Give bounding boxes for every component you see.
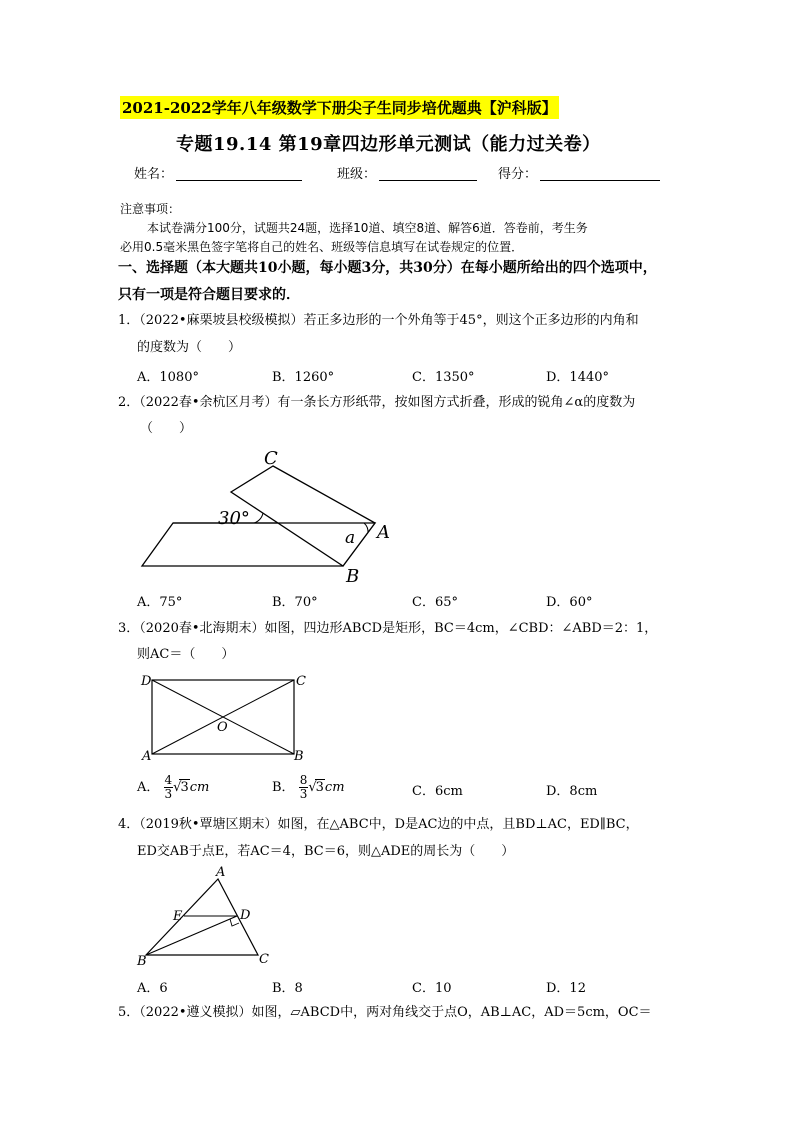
page-title: 专题19.14 第19章四边形单元测试（能力过关卷） [176, 134, 601, 155]
angle-arc-30 [254, 513, 263, 523]
score-label: 得分： [498, 167, 538, 182]
q3-option-a[interactable]: A． $\frac{4}{3}$ √3cm [137, 773, 210, 801]
class-label: 班级： [337, 167, 377, 182]
q3-figure [138, 670, 308, 765]
section-heading-2: 只有一项是符合题目要求的． [118, 287, 300, 303]
label-a: A [142, 749, 152, 764]
q2-option-a[interactable]: A．75° [137, 595, 183, 610]
q2-option-c[interactable]: C．65° [412, 595, 458, 610]
q3-option-a-radicand: 3 [180, 780, 189, 795]
label-30deg: 30° [218, 508, 250, 529]
q3-option-b-fraction [299, 774, 309, 801]
q1-option-b[interactable]: B．1260° [272, 370, 335, 385]
strip-folded [231, 466, 375, 566]
right-angle-mark [230, 919, 239, 926]
q3-option-b[interactable]: B． $\frac{8}{3}$ √3cm [272, 773, 345, 801]
q4-option-a[interactable]: A．6 [137, 981, 168, 996]
label-c: C [264, 448, 278, 469]
q3-option-d[interactable]: D．8cm [546, 784, 598, 799]
q2-option-d[interactable]: D．60° [546, 595, 593, 610]
label-d: D [141, 674, 152, 689]
q3-option-b-denominator: 3 [299, 787, 308, 801]
q2-line-1: 2．（2022春•余杭区月考）有一条长方形纸带，按如图方式折叠，形成的锐角∠α的度数为 [118, 395, 636, 410]
q3-option-a-fraction [164, 774, 174, 801]
q3-option-a-prefix: A． [137, 780, 160, 795]
notice-heading: 注意事项： [120, 202, 181, 216]
label-c: C [296, 674, 306, 689]
q1-line-2: 的度数为（ ） [137, 340, 242, 355]
label-e: E [173, 909, 183, 924]
q4-line-1: 4．（2019秋•覃塘区期末）如图，在△ABC中，D是AC边的中点，且BD⊥AC，ED∥BC， [118, 817, 639, 832]
section-heading-1: 一、选择题（本大题共10小题，每小题3分，共30分）在每小题所给出的四个选项中， [118, 260, 657, 276]
q3-option-a-unit: cm [189, 780, 210, 795]
q1-option-c[interactable]: C．1350° [412, 370, 475, 385]
q4-figure [132, 865, 282, 970]
q2-figure [130, 442, 410, 587]
q3-line-1: 3．（2020春•北海期末）如图，四边形ABCD是矩形，BC＝4cm，∠CBD：∠ABD＝2：1， [118, 621, 658, 636]
series-banner: 2021-2022学年八年级数学下册尖子生同步培优题典【沪科版】 [120, 96, 559, 119]
label-b: B [294, 749, 304, 764]
q2-option-b[interactable]: B．70° [272, 595, 318, 610]
label-b: B [346, 566, 360, 587]
label-b: B [137, 954, 147, 969]
label-a: A [216, 865, 226, 880]
q4-option-b[interactable]: B．8 [272, 981, 303, 996]
q2-line-2: （ ） [140, 421, 193, 436]
q1-line-1: 1．（2022•麻栗坡县校级模拟）若正多边形的一个外角等于45°，则这个正多边形的内角和 [118, 313, 639, 328]
q3-option-b-unit: cm [324, 780, 345, 795]
q5-line-1: 5．（2022•遵义模拟）如图，▱ABCD中，两对角线交于点O，AB⊥AC，AD＝5cm，OC＝ [118, 1005, 652, 1020]
label-o: O [217, 720, 228, 735]
label-alpha: a [345, 528, 356, 548]
q3-line-2: 则AC＝（ ） [137, 647, 235, 662]
q4-line-2: ED交AB于点E，若AC＝4，BC＝6，则△ADE的周长为（ ） [137, 844, 515, 859]
q4-option-d[interactable]: D．12 [546, 981, 586, 996]
q1-option-d[interactable]: D．1440° [546, 370, 610, 385]
name-field[interactable] [176, 166, 302, 181]
segment-bd [146, 916, 237, 955]
q4-option-c[interactable]: C．10 [412, 981, 452, 996]
name-label: 姓名： [134, 167, 174, 182]
q3-option-b-prefix: B． [272, 780, 295, 795]
q3-option-b-radicand: 3 [315, 780, 324, 795]
q3-option-b-numerator: 8 [299, 773, 308, 787]
score-field[interactable] [540, 166, 660, 181]
q3-option-a-denominator: 3 [164, 787, 173, 801]
q3-option-c[interactable]: C．6cm [412, 784, 463, 799]
q1-option-a[interactable]: A．1080° [137, 370, 199, 385]
q3-option-a-numerator: 4 [164, 773, 173, 787]
notice-line-1: 本试卷满分100分，试题共24题，选择10道、填空8道、解答6道．答卷前，考生务 [147, 221, 588, 235]
label-a: A [377, 522, 390, 543]
notice-line-2: 必用0.5毫米黑色签字笔将自己的姓名、班级等信息填写在试卷规定的位置． [120, 240, 524, 254]
label-d: D [240, 908, 251, 923]
label-c: C [259, 952, 269, 967]
class-field[interactable] [379, 166, 477, 181]
